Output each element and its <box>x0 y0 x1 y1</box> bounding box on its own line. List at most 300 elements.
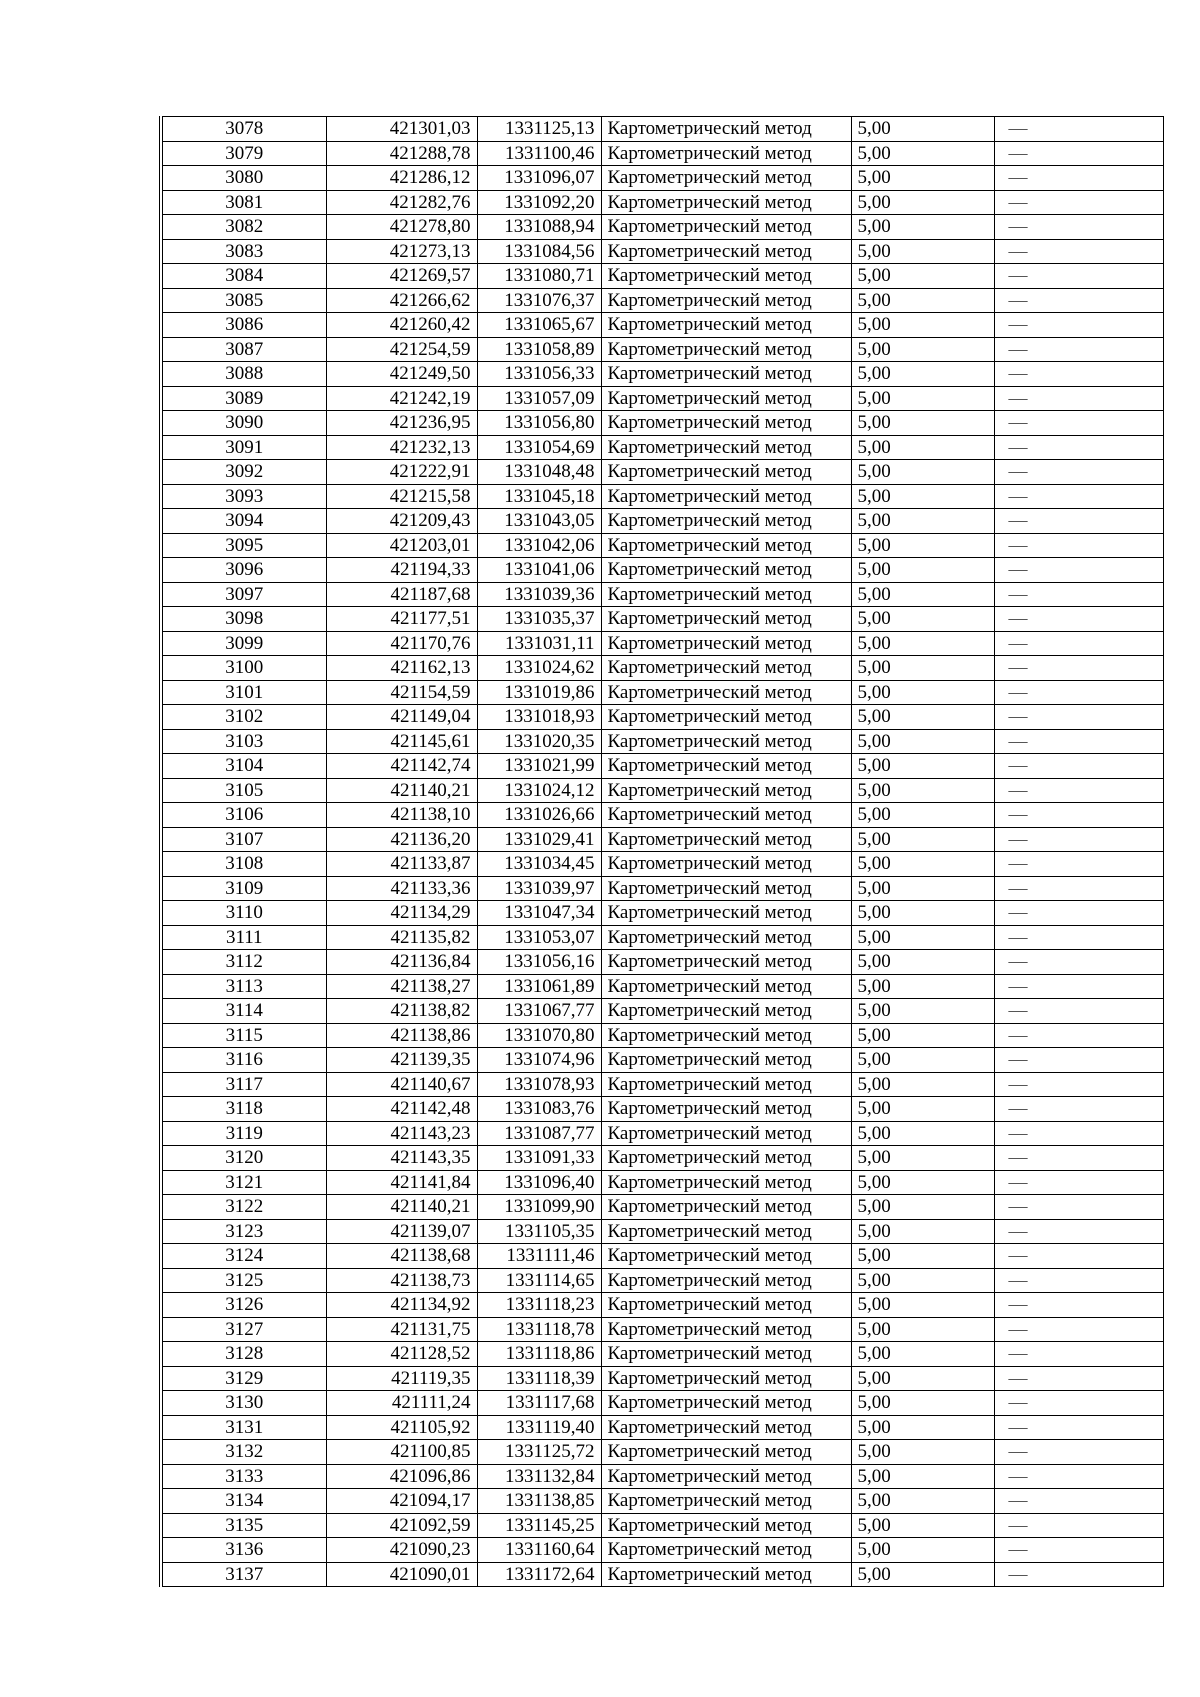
x-coordinate-cell: 421288,78 <box>326 141 477 166</box>
point-number-cell: 3134 <box>161 1489 326 1514</box>
description-cell: — <box>994 1268 1163 1293</box>
method-cell: Картометрический метод <box>601 1391 851 1416</box>
accuracy-cell: 5,00 <box>851 1023 994 1048</box>
y-coordinate-cell: 1331105,35 <box>477 1219 601 1244</box>
y-coordinate-cell: 1331043,05 <box>477 509 601 534</box>
method-cell: Картометрический метод <box>601 974 851 999</box>
table-row <box>161 680 1163 705</box>
point-number-cell: 3090 <box>161 411 326 436</box>
accuracy-cell: 5,00 <box>851 729 994 754</box>
accuracy-cell: 5,00 <box>851 141 994 166</box>
accuracy-cell: 5,00 <box>851 1342 994 1367</box>
table-row <box>161 729 1163 754</box>
table-row <box>161 1121 1163 1146</box>
method-cell: Картометрический метод <box>601 1121 851 1146</box>
table-row <box>161 925 1163 950</box>
method-cell: Картометрический метод <box>601 1268 851 1293</box>
accuracy-cell: 5,00 <box>851 827 994 852</box>
accuracy-cell: 5,00 <box>851 1268 994 1293</box>
x-coordinate-cell: 421187,68 <box>326 582 477 607</box>
method-cell: Картометрический метод <box>601 607 851 632</box>
method-cell: Картометрический метод <box>601 166 851 191</box>
accuracy-cell: 5,00 <box>851 999 994 1024</box>
method-cell: Картометрический метод <box>601 631 851 656</box>
x-coordinate-cell: 421140,67 <box>326 1072 477 1097</box>
point-number-cell: 3116 <box>161 1048 326 1073</box>
description-cell: — <box>994 117 1163 142</box>
x-coordinate-cell: 421139,35 <box>326 1048 477 1073</box>
accuracy-cell: 5,00 <box>851 803 994 828</box>
x-coordinate-cell: 421145,61 <box>326 729 477 754</box>
table-row <box>161 1366 1163 1391</box>
point-number-cell: 3113 <box>161 974 326 999</box>
y-coordinate-cell: 1331118,39 <box>477 1366 601 1391</box>
x-coordinate-cell: 421140,21 <box>326 1195 477 1220</box>
description-cell: — <box>994 1048 1163 1073</box>
x-coordinate-cell: 421143,23 <box>326 1121 477 1146</box>
x-coordinate-cell: 421149,04 <box>326 705 477 730</box>
y-coordinate-cell: 1331099,90 <box>477 1195 601 1220</box>
method-cell: Картометрический метод <box>601 411 851 436</box>
description-cell: — <box>994 1146 1163 1171</box>
y-coordinate-cell: 1331045,18 <box>477 484 601 509</box>
y-coordinate-cell: 1331048,48 <box>477 460 601 485</box>
method-cell: Картометрический метод <box>601 1023 851 1048</box>
accuracy-cell: 5,00 <box>851 190 994 215</box>
table-row <box>161 1072 1163 1097</box>
y-coordinate-cell: 1331076,37 <box>477 288 601 313</box>
point-number-cell: 3133 <box>161 1464 326 1489</box>
method-cell: Картометрический метод <box>601 1464 851 1489</box>
x-coordinate-cell: 421273,13 <box>326 239 477 264</box>
table-row <box>161 1023 1163 1048</box>
point-number-cell: 3099 <box>161 631 326 656</box>
point-number-cell: 3118 <box>161 1097 326 1122</box>
table-row <box>161 999 1163 1024</box>
point-number-cell: 3091 <box>161 435 326 460</box>
description-cell: — <box>994 313 1163 338</box>
y-coordinate-cell: 1331087,77 <box>477 1121 601 1146</box>
table-row <box>161 460 1163 485</box>
y-coordinate-cell: 1331088,94 <box>477 215 601 240</box>
description-cell: — <box>994 950 1163 975</box>
method-cell: Картометрический метод <box>601 117 851 142</box>
description-cell: — <box>994 778 1163 803</box>
x-coordinate-cell: 421142,48 <box>326 1097 477 1122</box>
y-coordinate-cell: 1331114,65 <box>477 1268 601 1293</box>
y-coordinate-cell: 1331024,12 <box>477 778 601 803</box>
accuracy-cell: 5,00 <box>851 1317 994 1342</box>
method-cell: Картометрический метод <box>601 680 851 705</box>
y-coordinate-cell: 1331067,77 <box>477 999 601 1024</box>
table-row <box>161 484 1163 509</box>
point-number-cell: 3096 <box>161 558 326 583</box>
description-cell: — <box>994 1464 1163 1489</box>
point-number-cell: 3100 <box>161 656 326 681</box>
method-cell: Картометрический метод <box>601 729 851 754</box>
table-row <box>161 778 1163 803</box>
accuracy-cell: 5,00 <box>851 1121 994 1146</box>
accuracy-cell: 5,00 <box>851 1244 994 1269</box>
accuracy-cell: 5,00 <box>851 778 994 803</box>
description-cell: — <box>994 852 1163 877</box>
point-number-cell: 3106 <box>161 803 326 828</box>
description-cell: — <box>994 264 1163 289</box>
x-coordinate-cell: 421286,12 <box>326 166 477 191</box>
table-row <box>161 435 1163 460</box>
x-coordinate-cell: 421203,01 <box>326 533 477 558</box>
description-cell: — <box>994 974 1163 999</box>
table-row <box>161 264 1163 289</box>
table-row <box>161 1538 1163 1563</box>
method-cell: Картометрический метод <box>601 1219 851 1244</box>
method-cell: Картометрический метод <box>601 999 851 1024</box>
description-cell: — <box>994 1415 1163 1440</box>
y-coordinate-cell: 1331070,80 <box>477 1023 601 1048</box>
y-coordinate-cell: 1331026,66 <box>477 803 601 828</box>
method-cell: Картометрический метод <box>601 460 851 485</box>
method-cell: Картометрический метод <box>601 362 851 387</box>
x-coordinate-cell: 421105,92 <box>326 1415 477 1440</box>
y-coordinate-cell: 1331118,78 <box>477 1317 601 1342</box>
point-number-cell: 3122 <box>161 1195 326 1220</box>
y-coordinate-cell: 1331053,07 <box>477 925 601 950</box>
method-cell: Картометрический метод <box>601 484 851 509</box>
accuracy-cell: 5,00 <box>851 460 994 485</box>
table-row <box>161 215 1163 240</box>
accuracy-cell: 5,00 <box>851 215 994 240</box>
x-coordinate-cell: 421249,50 <box>326 362 477 387</box>
x-coordinate-cell: 421134,92 <box>326 1293 477 1318</box>
y-coordinate-cell: 1331058,89 <box>477 337 601 362</box>
description-cell: — <box>994 1097 1163 1122</box>
method-cell: Картометрический метод <box>601 1072 851 1097</box>
point-number-cell: 3081 <box>161 190 326 215</box>
accuracy-cell: 5,00 <box>851 1562 994 1587</box>
table-row <box>161 141 1163 166</box>
description-cell: — <box>994 337 1163 362</box>
description-cell: — <box>994 876 1163 901</box>
method-cell: Картометрический метод <box>601 1097 851 1122</box>
table-row <box>161 1391 1163 1416</box>
x-coordinate-cell: 421131,75 <box>326 1317 477 1342</box>
table-row <box>161 362 1163 387</box>
point-number-cell: 3136 <box>161 1538 326 1563</box>
description-cell: — <box>994 705 1163 730</box>
x-coordinate-cell: 421133,36 <box>326 876 477 901</box>
description-cell: — <box>994 1440 1163 1465</box>
y-coordinate-cell: 1331021,99 <box>477 754 601 779</box>
y-coordinate-cell: 1331074,96 <box>477 1048 601 1073</box>
x-coordinate-cell: 421138,86 <box>326 1023 477 1048</box>
point-number-cell: 3137 <box>161 1562 326 1587</box>
y-coordinate-cell: 1331065,67 <box>477 313 601 338</box>
x-coordinate-cell: 421133,87 <box>326 852 477 877</box>
x-coordinate-cell: 421254,59 <box>326 337 477 362</box>
x-coordinate-cell: 421119,35 <box>326 1366 477 1391</box>
description-cell: — <box>994 925 1163 950</box>
accuracy-cell: 5,00 <box>851 705 994 730</box>
description-cell: — <box>994 288 1163 313</box>
x-coordinate-cell: 421209,43 <box>326 509 477 534</box>
description-cell: — <box>994 239 1163 264</box>
point-number-cell: 3132 <box>161 1440 326 1465</box>
x-coordinate-cell: 421260,42 <box>326 313 477 338</box>
point-number-cell: 3080 <box>161 166 326 191</box>
y-coordinate-cell: 1331125,13 <box>477 117 601 142</box>
point-number-cell: 3124 <box>161 1244 326 1269</box>
description-cell: — <box>994 1317 1163 1342</box>
point-number-cell: 3110 <box>161 901 326 926</box>
table-row <box>161 1489 1163 1514</box>
description-cell: — <box>994 1244 1163 1269</box>
y-coordinate-cell: 1331092,20 <box>477 190 601 215</box>
description-cell: — <box>994 901 1163 926</box>
y-coordinate-cell: 1331132,84 <box>477 1464 601 1489</box>
table-row <box>161 533 1163 558</box>
table-row <box>161 1170 1163 1195</box>
description-cell: — <box>994 1538 1163 1563</box>
y-coordinate-cell: 1331084,56 <box>477 239 601 264</box>
y-coordinate-cell: 1331145,25 <box>477 1513 601 1538</box>
table-row <box>161 313 1163 338</box>
accuracy-cell: 5,00 <box>851 386 994 411</box>
description-cell: — <box>994 680 1163 705</box>
accuracy-cell: 5,00 <box>851 264 994 289</box>
method-cell: Картометрический метод <box>601 509 851 534</box>
method-cell: Картометрический метод <box>601 141 851 166</box>
point-number-cell: 3125 <box>161 1268 326 1293</box>
table-row <box>161 950 1163 975</box>
x-coordinate-cell: 421090,23 <box>326 1538 477 1563</box>
point-number-cell: 3130 <box>161 1391 326 1416</box>
description-cell: — <box>994 1121 1163 1146</box>
coordinates-table <box>159 116 1164 1587</box>
accuracy-cell: 5,00 <box>851 631 994 656</box>
y-coordinate-cell: 1331024,62 <box>477 656 601 681</box>
x-coordinate-cell: 421143,35 <box>326 1146 477 1171</box>
x-coordinate-cell: 421170,76 <box>326 631 477 656</box>
x-coordinate-cell: 421139,07 <box>326 1219 477 1244</box>
accuracy-cell: 5,00 <box>851 876 994 901</box>
y-coordinate-cell: 1331117,68 <box>477 1391 601 1416</box>
table-row <box>161 190 1163 215</box>
y-coordinate-cell: 1331080,71 <box>477 264 601 289</box>
x-coordinate-cell: 421140,21 <box>326 778 477 803</box>
point-number-cell: 3119 <box>161 1121 326 1146</box>
point-number-cell: 3085 <box>161 288 326 313</box>
description-cell: — <box>994 1513 1163 1538</box>
accuracy-cell: 5,00 <box>851 656 994 681</box>
accuracy-cell: 5,00 <box>851 484 994 509</box>
table-row <box>161 239 1163 264</box>
method-cell: Картометрический метод <box>601 1170 851 1195</box>
point-number-cell: 3123 <box>161 1219 326 1244</box>
table-row <box>161 852 1163 877</box>
accuracy-cell: 5,00 <box>851 1072 994 1097</box>
accuracy-cell: 5,00 <box>851 239 994 264</box>
x-coordinate-cell: 421136,20 <box>326 827 477 852</box>
point-number-cell: 3092 <box>161 460 326 485</box>
y-coordinate-cell: 1331118,86 <box>477 1342 601 1367</box>
table-row <box>161 803 1163 828</box>
method-cell: Картометрический метод <box>601 1513 851 1538</box>
point-number-cell: 3115 <box>161 1023 326 1048</box>
table-row <box>161 1293 1163 1318</box>
method-cell: Картометрический метод <box>601 264 851 289</box>
table-row <box>161 1219 1163 1244</box>
y-coordinate-cell: 1331039,97 <box>477 876 601 901</box>
x-coordinate-cell: 421278,80 <box>326 215 477 240</box>
table-row <box>161 1244 1163 1269</box>
table-row <box>161 876 1163 901</box>
description-cell: — <box>994 607 1163 632</box>
accuracy-cell: 5,00 <box>851 1097 994 1122</box>
x-coordinate-cell: 421090,01 <box>326 1562 477 1587</box>
method-cell: Картометрический метод <box>601 582 851 607</box>
description-cell: — <box>994 166 1163 191</box>
description-cell: — <box>994 190 1163 215</box>
x-coordinate-cell: 421100,85 <box>326 1440 477 1465</box>
accuracy-cell: 5,00 <box>851 974 994 999</box>
point-number-cell: 3127 <box>161 1317 326 1342</box>
y-coordinate-cell: 1331042,06 <box>477 533 601 558</box>
table-row <box>161 1146 1163 1171</box>
table-row <box>161 558 1163 583</box>
x-coordinate-cell: 421142,74 <box>326 754 477 779</box>
point-number-cell: 3105 <box>161 778 326 803</box>
y-coordinate-cell: 1331057,09 <box>477 386 601 411</box>
point-number-cell: 3098 <box>161 607 326 632</box>
x-coordinate-cell: 421222,91 <box>326 460 477 485</box>
x-coordinate-cell: 421154,59 <box>326 680 477 705</box>
point-number-cell: 3088 <box>161 362 326 387</box>
x-coordinate-cell: 421096,86 <box>326 1464 477 1489</box>
table-row <box>161 1097 1163 1122</box>
accuracy-cell: 5,00 <box>851 1415 994 1440</box>
y-coordinate-cell: 1331056,16 <box>477 950 601 975</box>
y-coordinate-cell: 1331083,76 <box>477 1097 601 1122</box>
accuracy-cell: 5,00 <box>851 852 994 877</box>
accuracy-cell: 5,00 <box>851 533 994 558</box>
point-number-cell: 3131 <box>161 1415 326 1440</box>
accuracy-cell: 5,00 <box>851 754 994 779</box>
x-coordinate-cell: 421092,59 <box>326 1513 477 1538</box>
y-coordinate-cell: 1331091,33 <box>477 1146 601 1171</box>
y-coordinate-cell: 1331125,72 <box>477 1440 601 1465</box>
accuracy-cell: 5,00 <box>851 1440 994 1465</box>
y-coordinate-cell: 1331018,93 <box>477 705 601 730</box>
accuracy-cell: 5,00 <box>851 509 994 534</box>
description-cell: — <box>994 1562 1163 1587</box>
method-cell: Картометрический метод <box>601 1562 851 1587</box>
description-cell: — <box>994 215 1163 240</box>
point-number-cell: 3086 <box>161 313 326 338</box>
table-row <box>161 754 1163 779</box>
description-cell: — <box>994 1195 1163 1220</box>
point-number-cell: 3128 <box>161 1342 326 1367</box>
description-cell: — <box>994 1219 1163 1244</box>
table-row <box>161 117 1163 142</box>
table-row <box>161 1317 1163 1342</box>
table-row <box>161 901 1163 926</box>
accuracy-cell: 5,00 <box>851 337 994 362</box>
method-cell: Картометрический метод <box>601 656 851 681</box>
point-number-cell: 3108 <box>161 852 326 877</box>
x-coordinate-cell: 421301,03 <box>326 117 477 142</box>
point-number-cell: 3101 <box>161 680 326 705</box>
method-cell: Картометрический метод <box>601 435 851 460</box>
method-cell: Картометрический метод <box>601 876 851 901</box>
method-cell: Картометрический метод <box>601 288 851 313</box>
accuracy-cell: 5,00 <box>851 1195 994 1220</box>
table-row <box>161 1513 1163 1538</box>
accuracy-cell: 5,00 <box>851 288 994 313</box>
accuracy-cell: 5,00 <box>851 901 994 926</box>
description-cell: — <box>994 631 1163 656</box>
table-row <box>161 1464 1163 1489</box>
y-coordinate-cell: 1331172,64 <box>477 1562 601 1587</box>
x-coordinate-cell: 421138,10 <box>326 803 477 828</box>
method-cell: Картометрический метод <box>601 1489 851 1514</box>
point-number-cell: 3102 <box>161 705 326 730</box>
description-cell: — <box>994 754 1163 779</box>
method-cell: Картометрический метод <box>601 1440 851 1465</box>
table-row <box>161 1440 1163 1465</box>
point-number-cell: 3089 <box>161 386 326 411</box>
table-row <box>161 337 1163 362</box>
y-coordinate-cell: 1331111,46 <box>477 1244 601 1269</box>
description-cell: — <box>994 386 1163 411</box>
x-coordinate-cell: 421266,62 <box>326 288 477 313</box>
description-cell: — <box>994 484 1163 509</box>
method-cell: Картометрический метод <box>601 827 851 852</box>
x-coordinate-cell: 421269,57 <box>326 264 477 289</box>
x-coordinate-cell: 421138,82 <box>326 999 477 1024</box>
accuracy-cell: 5,00 <box>851 1219 994 1244</box>
description-cell: — <box>994 533 1163 558</box>
point-number-cell: 3135 <box>161 1513 326 1538</box>
x-coordinate-cell: 421111,24 <box>326 1391 477 1416</box>
description-cell: — <box>994 141 1163 166</box>
point-number-cell: 3084 <box>161 264 326 289</box>
accuracy-cell: 5,00 <box>851 362 994 387</box>
point-number-cell: 3087 <box>161 337 326 362</box>
accuracy-cell: 5,00 <box>851 1489 994 1514</box>
x-coordinate-cell: 421128,52 <box>326 1342 477 1367</box>
y-coordinate-cell: 1331035,37 <box>477 607 601 632</box>
y-coordinate-cell: 1331138,85 <box>477 1489 601 1514</box>
method-cell: Картометрический метод <box>601 239 851 264</box>
x-coordinate-cell: 421138,68 <box>326 1244 477 1269</box>
table-row <box>161 705 1163 730</box>
point-number-cell: 3097 <box>161 582 326 607</box>
table-row <box>161 631 1163 656</box>
table-row <box>161 827 1163 852</box>
method-cell: Картометрический метод <box>601 533 851 558</box>
method-cell: Картометрический метод <box>601 190 851 215</box>
x-coordinate-cell: 421141,84 <box>326 1170 477 1195</box>
table-row <box>161 1195 1163 1220</box>
description-cell: — <box>994 729 1163 754</box>
y-coordinate-cell: 1331034,45 <box>477 852 601 877</box>
description-cell: — <box>994 803 1163 828</box>
point-number-cell: 3120 <box>161 1146 326 1171</box>
y-coordinate-cell: 1331100,46 <box>477 141 601 166</box>
x-coordinate-cell: 421194,33 <box>326 558 477 583</box>
point-number-cell: 3114 <box>161 999 326 1024</box>
method-cell: Картометрический метод <box>601 950 851 975</box>
